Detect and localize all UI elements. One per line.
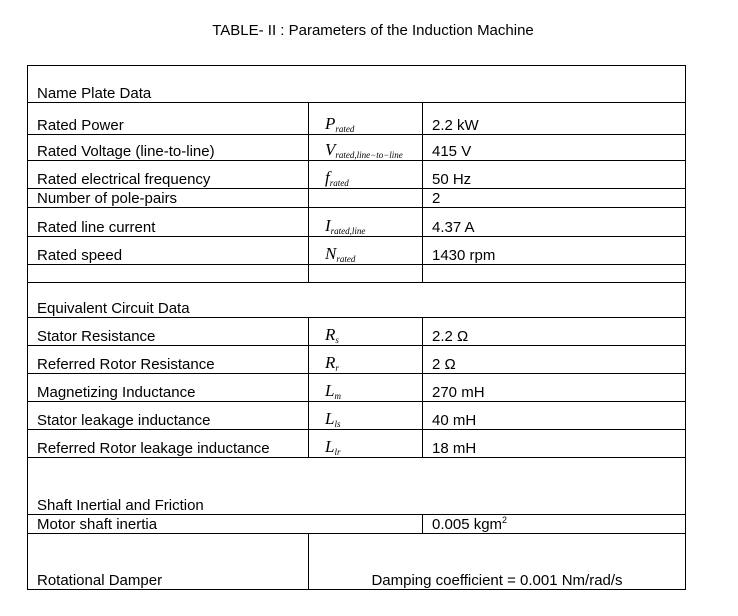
param-symbol: $L_{ls}$ — [309, 402, 423, 430]
param-symbol: $R_s$ — [309, 318, 423, 346]
param-symbol — [309, 189, 423, 208]
param-name: Magnetizing Inductance — [28, 374, 309, 402]
param-name: Rotational Damper — [28, 534, 309, 590]
spacer-row — [28, 265, 686, 283]
param-value: 2.2 kW — [423, 103, 686, 135]
param-symbol: $L_m$ — [309, 374, 423, 402]
table-row — [28, 346, 686, 374]
table-row — [28, 430, 686, 458]
param-value: 2.2 Ω — [423, 318, 686, 346]
section-header-row — [28, 458, 686, 515]
parameters-table — [27, 65, 686, 590]
param-name: Stator Resistance — [28, 318, 309, 346]
param-value: 415 V — [423, 135, 686, 161]
param-name: Rated speed — [28, 237, 309, 265]
param-value: 2 Ω — [423, 346, 686, 374]
table-row — [28, 402, 686, 430]
param-value: 50 Hz — [423, 161, 686, 189]
param-name: Rated Voltage (line-to-line) — [28, 135, 309, 161]
param-value: 0.005 kgm$^2$ — [423, 515, 686, 534]
table-title: TABLE- II : Parameters of the Induction Machine — [212, 22, 534, 39]
param-name: Rated line current — [28, 208, 309, 237]
table-row — [28, 208, 686, 237]
param-symbol: $V_{rated,line-to-line}$ — [309, 135, 423, 161]
section-title: Equivalent Circuit Data — [28, 283, 686, 318]
param-value: 2 — [423, 189, 686, 208]
param-symbol: $N_{rated}$ — [309, 237, 423, 265]
param-name: Referred Rotor leakage inductance — [28, 430, 309, 458]
param-name: Stator leakage inductance — [28, 402, 309, 430]
table-row — [28, 103, 686, 135]
table-row — [28, 237, 686, 265]
table-row — [28, 135, 686, 161]
param-name: Rated Power — [28, 103, 309, 135]
param-symbol: $f_{rated}$ — [309, 161, 423, 189]
table-row — [28, 534, 686, 590]
param-symbol: $P_{rated}$ — [309, 103, 423, 135]
table-row — [28, 515, 686, 534]
param-value: 1430 rpm — [423, 237, 686, 265]
param-name: Motor shaft inertia — [28, 515, 423, 534]
table-row — [28, 318, 686, 346]
param-symbol: $L_{lr}$ — [309, 430, 423, 458]
param-value: Damping coefficient = 0.001 Nm/rad/s — [309, 534, 686, 590]
param-value: 18 mH — [423, 430, 686, 458]
table-row — [28, 374, 686, 402]
section-header-row — [28, 283, 686, 318]
param-value: 270 mH — [423, 374, 686, 402]
param-name: Number of pole-pairs — [28, 189, 309, 208]
table-row — [28, 161, 686, 189]
section-title: Name Plate Data — [28, 66, 686, 103]
param-symbol: $R_r$ — [309, 346, 423, 374]
section-header-row — [28, 66, 686, 103]
param-symbol: $I_{rated,line}$ — [309, 208, 423, 237]
param-value: 40 mH — [423, 402, 686, 430]
section-title: Shaft Inertial and Friction — [28, 458, 686, 515]
table-row — [28, 189, 686, 208]
param-value: 4.37 A — [423, 208, 686, 237]
param-name: Rated electrical frequency — [28, 161, 309, 189]
param-name: Referred Rotor Resistance — [28, 346, 309, 374]
